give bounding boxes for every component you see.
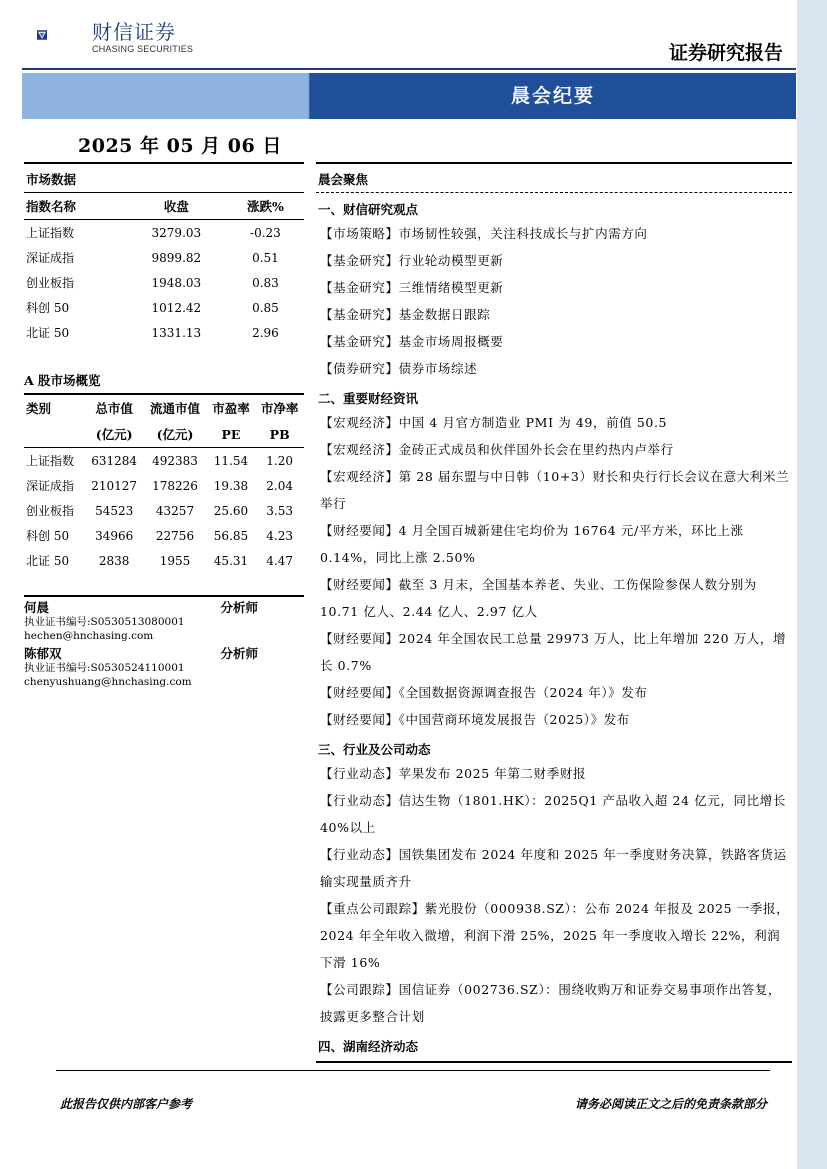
focus-item[interactable]: 【基金研究】三维情绪模型更新 [320, 280, 504, 295]
col-header-unit: PE [207, 421, 256, 448]
table-cell: 19.38 [213, 478, 249, 493]
table-cell: 2838 [98, 553, 130, 568]
astock-table [24, 393, 304, 573]
footer-divider [56, 1070, 770, 1071]
table-cell: 上证指数 [26, 226, 75, 240]
astock-title: A 股市场概览 [24, 373, 101, 388]
focus-item[interactable]: 【财经要闻】《全国数据资源调查报告（2024 年）》发布 [320, 685, 648, 700]
col-header: 总市值 [95, 401, 133, 416]
col-header: 指数名称 [24, 193, 126, 220]
table-row [24, 523, 304, 548]
table-row [24, 220, 304, 246]
table-cell: 210127 [91, 478, 138, 493]
focus-body [316, 193, 792, 1057]
table-row [24, 448, 304, 474]
table-cell: 178226 [152, 478, 198, 493]
table-cell: 创业板指 [26, 276, 75, 290]
analyst-name: 何晨 [24, 600, 50, 615]
table-cell: 1.20 [266, 453, 294, 468]
focus-item[interactable]: 【宏观经济】金砖正式成员和伙伴国外长会在里约热内卢举行 [320, 442, 674, 457]
report-type: 证券研究报告 [668, 42, 783, 64]
right-column [316, 162, 792, 1063]
logo-text-en: CHASING SECURITIES [92, 44, 194, 54]
col-header: 市盈率 [212, 401, 250, 416]
header-divider [22, 68, 796, 70]
table-cell: 1955 [159, 553, 191, 568]
analyst-email[interactable]: hechen@hnchasing.com [24, 630, 154, 642]
analyst-card [24, 601, 304, 643]
col-header: 涨跌% [227, 193, 304, 220]
focus-item[interactable]: 【宏观经济】中国 4 月官方制造业 PMI 为 49，前值 50.5 [320, 415, 668, 430]
focus-item[interactable]: 【公司跟踪】国信证券（002736.SZ）：围绕收购万和证券交易事项作出答复，披露更多整合计划 [320, 982, 782, 1024]
table-cell: 0.85 [252, 300, 279, 315]
page-side-strip [797, 0, 827, 1169]
table-row [24, 498, 304, 523]
analyst-cert: 执业证书编号:S0530513080001 [24, 616, 185, 628]
focus-section-heading: 一、财信研究观点 [318, 202, 419, 217]
left-column [24, 162, 304, 689]
col-header-unit: (亿元) [85, 421, 143, 448]
analyst-header [24, 601, 304, 615]
focus-item[interactable]: 【财经要闻】2024 年全国农民工总量 29973 万人，比上年增加 220 万人，增长 0.7% [320, 631, 787, 673]
focus-item[interactable]: 【行业动态】苹果发布 2025 年第二财季财报 [320, 766, 587, 781]
analyst-role: 分析师 [220, 600, 258, 615]
analyst-email[interactable]: chenyushuang@hnchasing.com [24, 676, 192, 688]
focus-section-heading: 三、行业及公司动态 [318, 742, 431, 757]
logo-text-cn: 财信证券 [92, 20, 176, 44]
col-header: 流通市值 [149, 401, 200, 416]
table-cell: 上证指数 [26, 454, 75, 468]
table-cell: 0.51 [252, 250, 279, 265]
table-cell: 4.23 [266, 528, 294, 543]
analyst-divider [24, 595, 304, 597]
col-header: 收盘 [126, 193, 227, 220]
table-cell: 4.47 [266, 553, 294, 568]
table-cell: 北证 50 [26, 554, 70, 568]
focus-title: 晨会聚焦 [316, 162, 792, 193]
focus-item[interactable]: 【重点公司跟踪】紫光股份（000938.SZ）：公布 2024 年报及 2025 一季报，2024 年全年收入微增，利润下滑 25%，2025 年一季度收入增长 22%，利润下滑 16% [320, 901, 790, 970]
table-cell: 56.85 [213, 528, 249, 543]
table-cell: 45.31 [213, 553, 249, 568]
focus-item[interactable]: 【行业动态】国铁集团发布 2024 年度和 2025 年一季度财务决算，铁路客货运输实现量质齐升 [320, 847, 787, 889]
table-cell: 2.96 [252, 325, 279, 340]
focus-item[interactable]: 【基金研究】基金数据日跟踪 [320, 307, 491, 322]
table-cell: 1331.13 [151, 325, 202, 340]
footer-disclaimer: 此报告仅供内部客户参考 [60, 1097, 193, 1111]
table-row [24, 270, 304, 295]
col-header-unit [24, 421, 85, 448]
footer-terms: 请务必阅读正文之后的免责条款部分 [574, 1097, 767, 1111]
table-cell: 北证 50 [26, 326, 70, 340]
table-row [24, 295, 304, 320]
focus-item[interactable]: 【财经要闻】截至 3 月末，全国基本养老、失业、工伤保险参保人数分别为 10.71 亿人、2.44 亿人、2.97 亿人 [320, 577, 757, 619]
focus-item[interactable]: 【财经要闻】4 月全国百城新建住宅均价为 16764 元/平方米，环比上涨 0.14%，同比上涨 2.50% [320, 523, 744, 565]
table-cell: -0.23 [250, 225, 281, 240]
table-cell: 1948.03 [151, 275, 202, 290]
table-cell: 0.83 [252, 275, 279, 290]
table-cell: 22756 [155, 528, 195, 543]
focus-bottom-divider [316, 1061, 792, 1063]
table-row [24, 245, 304, 270]
table-cell: 深证成指 [26, 479, 75, 493]
table-cell: 631284 [91, 453, 138, 468]
analyst-cert: 执业证书编号:S0530524110001 [24, 662, 185, 674]
analyst-role: 分析师 [220, 646, 258, 661]
table-cell: 2.04 [266, 478, 294, 493]
analyst-name: 陈郁双 [24, 646, 62, 661]
table-cell: 深证成指 [26, 251, 75, 265]
table-row [24, 320, 304, 345]
table-row [24, 548, 304, 573]
banner-title: 晨会纪要 [510, 85, 595, 107]
company-logo [36, 12, 86, 58]
focus-item[interactable]: 【基金研究】行业轮动模型更新 [320, 253, 504, 268]
table-cell: 43257 [155, 503, 195, 518]
focus-item[interactable]: 【行业动态】信达生物（1801.HK）：2025Q1 产品收入超 24 亿元，同比增长 40%以上 [320, 793, 786, 835]
focus-section-heading: 四、湖南经济动态 [318, 1039, 419, 1054]
table-cell: 25.60 [213, 503, 249, 518]
table-cell: 1012.42 [151, 300, 202, 315]
table-row [24, 473, 304, 498]
table-cell: 492383 [152, 453, 198, 468]
table-cell: 9899.82 [151, 250, 202, 265]
col-header: 类别 [26, 401, 52, 416]
table-cell: 11.54 [213, 453, 249, 468]
market-data-title: 市场数据 [24, 162, 304, 193]
table-cell: 34966 [95, 528, 134, 543]
analyst-list [24, 601, 304, 689]
col-header: 市净率 [260, 401, 299, 416]
market-data-table [24, 193, 304, 345]
table-cell: 科创 50 [26, 301, 70, 315]
table-cell: 54523 [95, 503, 134, 518]
focus-item[interactable]: 【财经要闻】《中国营商环境发展报告（2025）》发布 [320, 712, 630, 727]
table-cell: 3279.03 [151, 225, 202, 240]
focus-item[interactable]: 【基金研究】基金市场周报概要 [320, 334, 504, 349]
focus-section-heading: 二、重要财经资讯 [318, 391, 419, 406]
report-date: 2025 年 05 月 06 日 [78, 135, 282, 157]
table-cell: 创业板指 [26, 504, 75, 518]
focus-item[interactable]: 【宏观经济】第 28 届东盟与中日韩（10+3）财长和央行行长会议在意大利米兰举行 [320, 469, 790, 511]
col-header-unit: (亿元) [143, 421, 206, 448]
focus-item[interactable]: 【债券研究】债券市场综述 [320, 361, 478, 376]
col-header-unit: PB [255, 421, 304, 448]
focus-item[interactable]: 【市场策略】市场韧性较强，关注科技成长与扩内需方向 [320, 226, 648, 241]
table-cell: 3.53 [266, 503, 294, 518]
table-cell: 科创 50 [26, 529, 70, 543]
analyst-header [24, 647, 304, 661]
analyst-card [24, 647, 304, 689]
